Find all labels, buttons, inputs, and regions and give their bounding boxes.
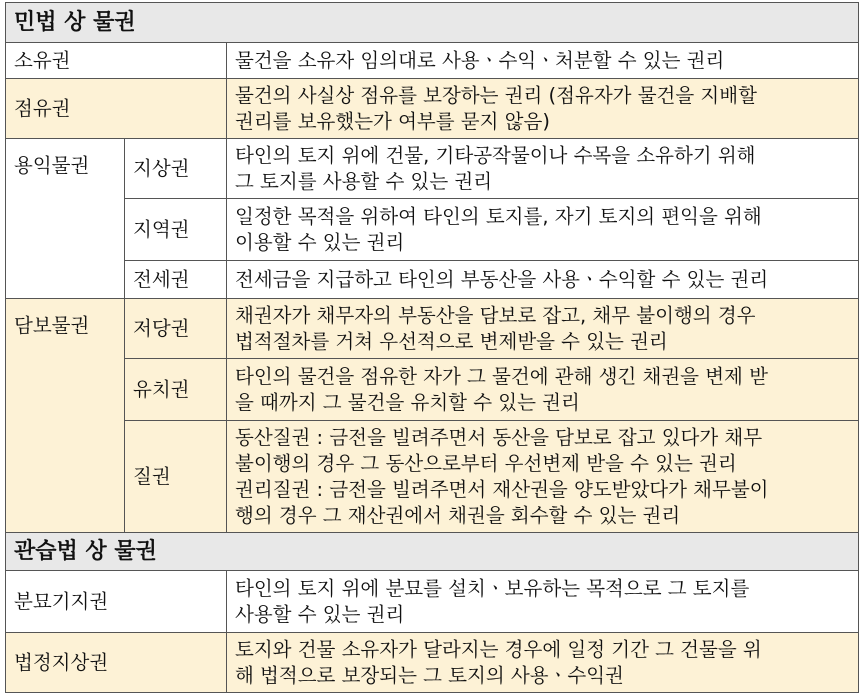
row-label-superficies: 지상권 [125,139,227,199]
desc-line: 권리질권 : 금전을 빌려주면서 재산권을 양도받았다가 채무불이 [235,477,769,501]
desc-line: 법적절차를 거쳐 우선적으로 변제받을 수 있는 권리 [235,329,668,353]
desc-line: 행의 경우 그 재산권에서 채권을 회수할 수 있는 권리 [235,503,681,527]
desc-line: 타인의 토지 위에 건물, 기타공작물이나 수목을 소유하기 위해 [235,143,756,167]
row-label-statutory-superficies: 법정지상권 [6,633,227,693]
row-desc-chonsei [227,261,859,299]
desc-line: 토지와 건물 소유자가 달라지는 경우에 일정 기간 그 건물을 위 [235,637,762,661]
property-rights-table [5,2,859,693]
row-desc-superficies [227,139,859,199]
desc-line: 타인의 물건을 점유한 자가 그 물건에 관해 생긴 채권을 변제 받 [235,364,768,388]
row-desc-easement [227,199,859,261]
desc-line: 불이행의 경우 그 동산으로부터 우선변제 받을 수 있는 권리 [235,451,737,475]
desc-line: 일정한 목적을 위하여 타인의 토지를, 자기 토지의 편익을 위해 [235,204,762,228]
desc-line: 물건의 사실상 점유를 보장하는 권리 (점유자가 물건을 지배할 [235,83,757,107]
desc-line: 그 토지를 사용할 수 있는 권리 [235,169,493,193]
row-label-mortgage: 저당권 [125,299,227,359]
desc-line: 채권자가 채무자의 부동산을 담보로 잡고, 채무 불이행의 경우 [235,303,756,327]
row-label-easement: 지역권 [125,199,227,261]
row-desc-mortgage [227,299,859,359]
row-label-pledge: 질권 [125,421,227,533]
row-desc-lien [227,359,859,421]
desc-line: 을 때까지 그 물건을 유치할 수 있는 권리 [235,390,580,414]
section-header-civil-law: 민법 상 물권 [6,3,859,43]
desc-line: 전세금을 지급하고 타인의 부동산을 사용ㆍ수익할 수 있는 권리 [235,267,769,291]
row-desc-pledge [227,421,859,533]
desc-line: 타인의 토지 위에 분묘를 설치ㆍ보유하는 목적으로 그 토지를 [235,576,750,600]
row-label-ownership: 소유권 [6,43,227,79]
desc-line: 동산질권 : 금전을 빌려주면서 동산을 담보로 잡고 있다가 채무 [235,425,763,449]
row-label-grave-site: 분묘기지권 [6,571,227,633]
section-header-customary-law: 관습법 상 물권 [6,533,859,571]
desc-line: 물건을 소유자 임의대로 사용ㆍ수익ㆍ처분할 수 있는 권리 [235,48,725,72]
desc-line: 이용할 수 있는 권리 [235,230,405,254]
row-desc-grave-site [227,571,859,633]
desc-line: 권리를 보유했는가 여부를 묻지 않음) [235,109,550,133]
group-label-security: 담보물권 [6,299,125,533]
row-desc-ownership [227,43,859,79]
desc-line: 사용할 수 있는 권리 [235,602,405,626]
row-desc-possession [227,79,859,139]
row-label-chonsei: 전세권 [125,261,227,299]
row-label-possession: 점유권 [6,79,227,139]
row-label-lien: 유치권 [125,359,227,421]
group-label-usufruct: 용익물권 [6,139,125,299]
row-desc-statutory-superficies [227,633,859,693]
desc-line: 해 법적으로 보장되는 그 토지의 사용ㆍ수익권 [235,663,624,687]
